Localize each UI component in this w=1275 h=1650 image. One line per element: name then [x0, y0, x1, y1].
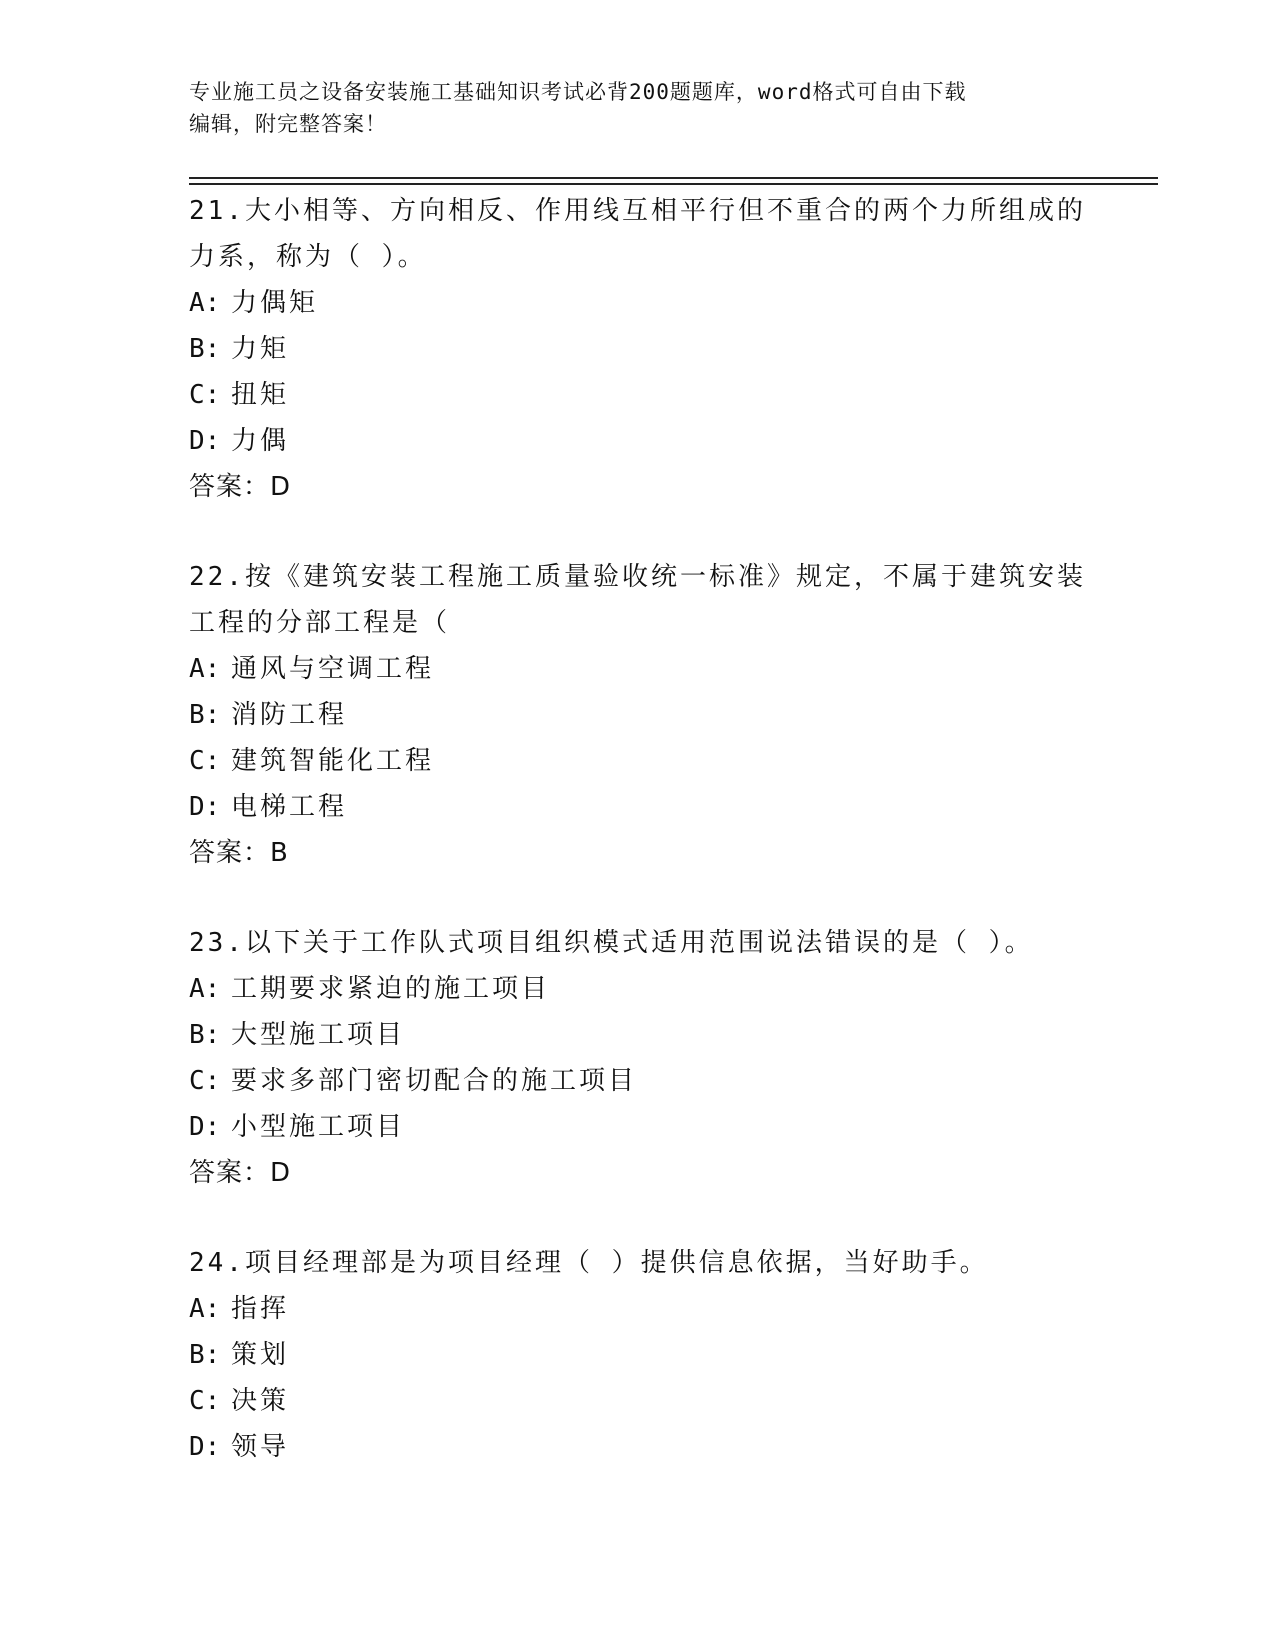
option-d: [189, 784, 1089, 830]
option-d: [189, 1424, 1089, 1470]
option-a: [189, 966, 1089, 1012]
option-text: 决策: [231, 1386, 290, 1416]
option-text: 策划: [231, 1340, 290, 1370]
option-letter: B:: [189, 700, 221, 730]
option-c: [189, 1378, 1089, 1424]
option-c: [189, 372, 1089, 418]
header-line-1: 专业施工员之设备安装施工基础知识考试必背200题题库，word格式可自由下载: [189, 80, 967, 104]
option-letter: B:: [189, 334, 221, 364]
option-letter: D:: [189, 426, 221, 456]
question-stem-line: 工程的分部工程是（: [189, 608, 451, 638]
option-d: [189, 418, 1089, 464]
option-text: 通风与空调工程: [231, 654, 435, 684]
option-letter: D:: [189, 1432, 221, 1462]
question-stem-line: 力系，称为（ ）。: [189, 242, 427, 272]
option-text: 力偶矩: [231, 288, 319, 318]
option-text: 大型施工项目: [231, 1020, 406, 1050]
option-text: 力矩: [231, 334, 290, 364]
answer-line: 答案：D: [189, 1158, 292, 1188]
option-text: 工期要求紧迫的施工项目: [231, 974, 551, 1004]
option-letter: A:: [189, 1294, 221, 1324]
option-text: 力偶: [231, 426, 290, 456]
option-letter: C:: [189, 380, 221, 410]
question-24: [189, 1240, 1089, 1470]
option-letter: B:: [189, 1020, 221, 1050]
option-c: [189, 1058, 1089, 1104]
option-text: 电梯工程: [231, 792, 348, 822]
header-divider-bottom: [189, 183, 1158, 185]
question-stem-line: 24.项目经理部是为项目经理（ ）提供信息依据，当好助手。: [189, 1248, 989, 1278]
header-line-2: 编辑，附完整答案！: [189, 112, 387, 136]
question-stem-line: 22.按《建筑安装工程施工质量验收统一标准》规定，不属于建筑安装: [189, 562, 1086, 592]
option-b: [189, 1012, 1089, 1058]
option-letter: D:: [189, 1112, 221, 1142]
option-letter: A:: [189, 288, 221, 318]
document-header: [189, 76, 1069, 140]
option-b: [189, 1332, 1089, 1378]
option-text: 小型施工项目: [231, 1112, 406, 1142]
option-text: 领导: [231, 1432, 290, 1462]
question-22: [189, 554, 1089, 876]
question-23: [189, 920, 1089, 1196]
option-text: 要求多部门密切配合的施工项目: [231, 1066, 638, 1096]
question-stem-line: 21.大小相等、方向相反、作用线互相平行但不重合的两个力所组成的: [189, 196, 1086, 226]
header-divider-top: [189, 177, 1158, 179]
option-text: 扭矩: [231, 380, 290, 410]
option-letter: C:: [189, 1386, 221, 1416]
option-text: 建筑智能化工程: [231, 746, 435, 776]
option-text: 指挥: [231, 1294, 290, 1324]
option-letter: A:: [189, 974, 221, 1004]
answer-line: 答案：D: [189, 472, 292, 502]
option-letter: C:: [189, 746, 221, 776]
option-text: 消防工程: [231, 700, 348, 730]
question-21: [189, 188, 1089, 510]
option-b: [189, 326, 1089, 372]
option-c: [189, 738, 1089, 784]
option-a: [189, 646, 1089, 692]
option-a: [189, 280, 1089, 326]
question-stem-line: 23.以下关于工作队式项目组织模式适用范围说法错误的是（ ）。: [189, 928, 1034, 958]
option-letter: D:: [189, 792, 221, 822]
option-letter: B:: [189, 1340, 221, 1370]
option-d: [189, 1104, 1089, 1150]
option-a: [189, 1286, 1089, 1332]
answer-line: 答案：B: [189, 838, 289, 868]
option-letter: A:: [189, 654, 221, 684]
option-b: [189, 692, 1089, 738]
option-letter: C:: [189, 1066, 221, 1096]
